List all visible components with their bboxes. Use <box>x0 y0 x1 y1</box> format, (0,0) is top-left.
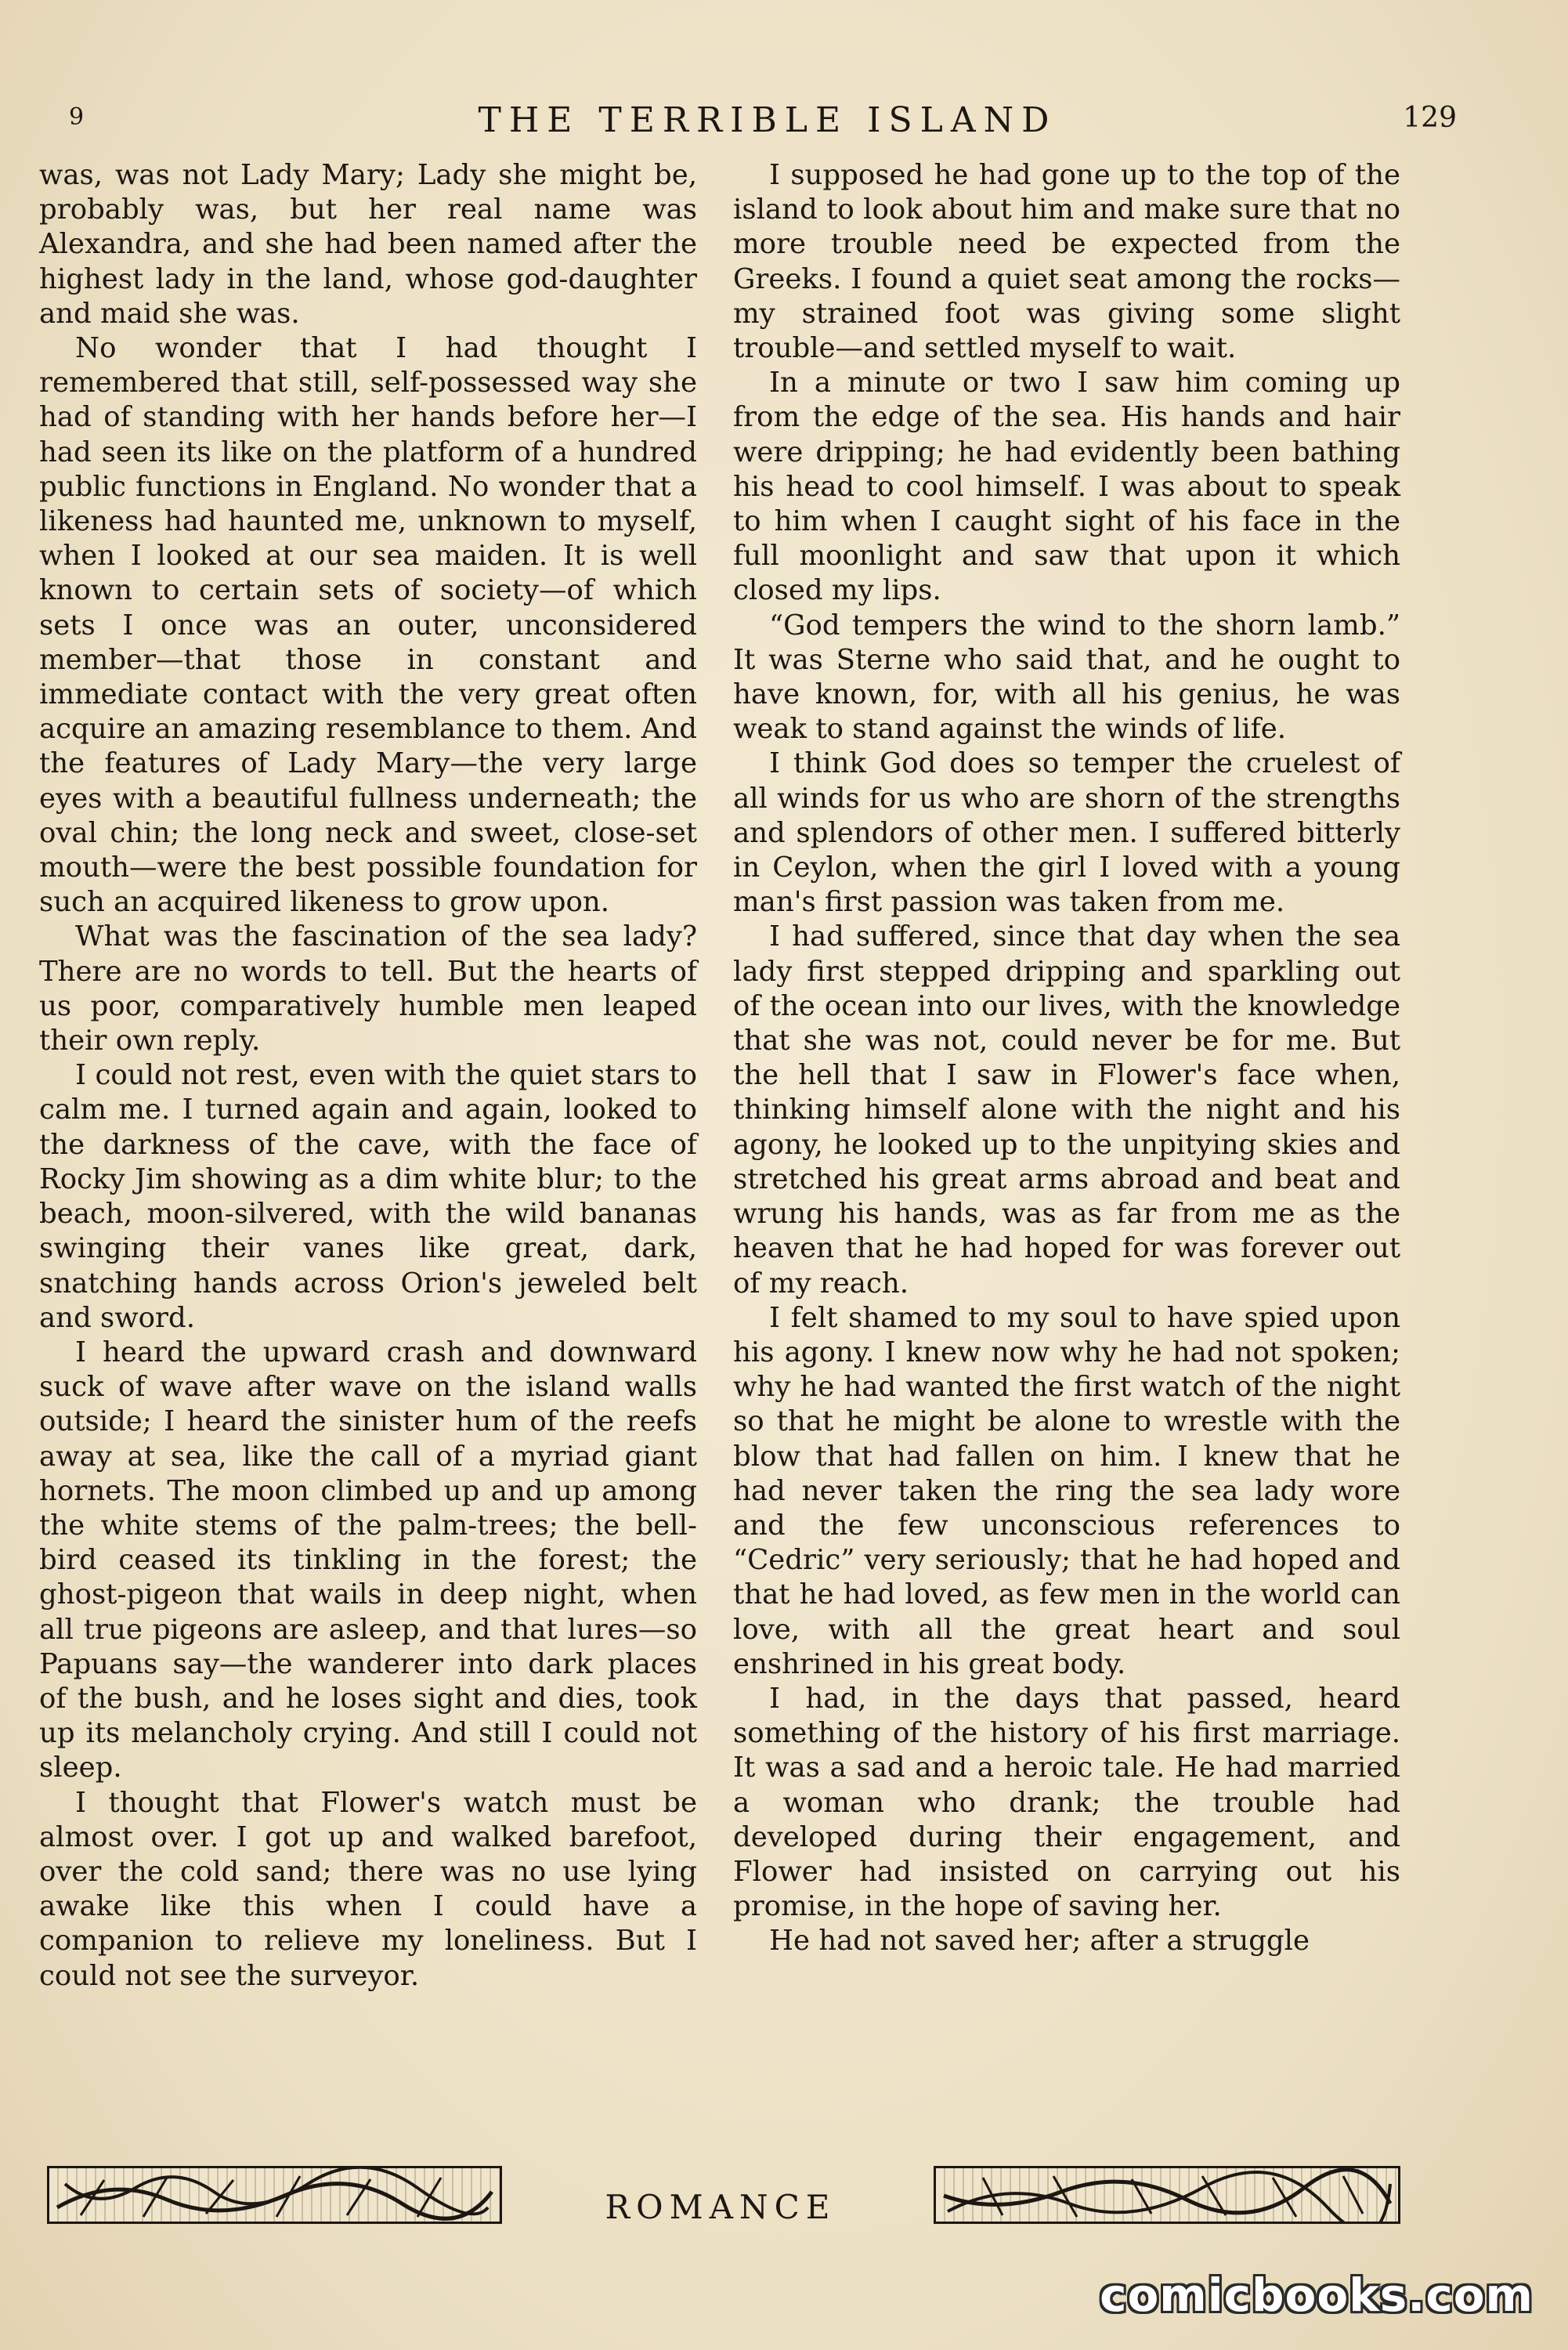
decorative-ornament-right <box>934 2166 1400 2224</box>
paragraph: I had, in the days that passed, heard something of the history of his first marriage. It was a sad and a heroic tale. He had married a woman who drank; the trouble had developed during their engagement, and Flower had insisted on carrying out his promise, in the hope of saving her. <box>733 1682 1400 1923</box>
page-footer <box>0 2166 1568 2236</box>
signature-mark: 9 <box>69 103 85 131</box>
paragraph: He had not saved her; after a struggle <box>769 1925 1310 1958</box>
paragraph: I think God does so temper the cruelest of all winds for us who are shorn of the strengths and splendors of other men. I suffered bitterly in Ceylon, when the girl I loved with a young man's first passion was taken from me. <box>733 747 1400 919</box>
paragraph: I heard the upward crash and downward suck of wave after wave on the island walls outside; I heard the sinister hum of the reefs away at sea, like the call of a myriad giant hornets. The moon climbed up and up among the white stems of the palm-trees; the bell-bird ceased its tinkling in the forest; the ghost-pigeon that wails in deep night, when all true pigeons are asleep, and that lures—so Papuans say—the wanderer into dark places of the bush, and he loses sight and dies, took up its melancholy crying. And still I could not sleep. <box>39 1336 697 1784</box>
page-number: 129 <box>1403 102 1457 134</box>
paragraph: I felt shamed to my soul to have spied upon his agony. I knew now why he had not spoken; why he had wanted the first watch of the night so that he might be alone to wrestle with the blow that had fallen on him. I knew that he had never taken the ring the sea lady wore and the few unconscious references to “Cedric” very seriously; that he had hoped and that he had loved, as few men in the world can love, with all the great heart and soul enshrined in his great body. <box>733 1301 1400 1680</box>
right-column <box>733 158 1400 1959</box>
decorative-ornament-left <box>47 2166 502 2224</box>
paragraph: I had suffered, since that day when the sea lady first stepped dripping and sparkling out of the ocean into our lives, with the knowledge that she was not, could never be for me. But the hell that I saw in Flower's face when, thinking himself alone with the night and his agony, he looked up to the unpitying skies and stretched his great arms abroad and beat and wrung his hands, was as far from me as the heaven that he had hoped for was forever out of my reach. <box>733 920 1400 1300</box>
paragraph: I could not rest, even with the quiet stars to calm me. I turned again and again, looked to the darkness of the cave, with the face of Rocky Jim showing as a dim white blur; to the beach, moon-silvered, with the wild bananas swinging their vanes like great, dark, snatching hands across Orion's jeweled belt and sword. <box>39 1059 697 1334</box>
running-title: THE TERRIBLE ISLAND <box>478 100 1057 140</box>
watermark-logo: comicbooks.com <box>1100 2269 1534 2322</box>
paragraph: I supposed he had gone up to the top of the island to look about him and make sure that no more trouble need be expected from the Greeks. I found a quiet seat among the rocks—my strained foot was giving some slight trouble—and settled myself to wait. <box>733 159 1400 365</box>
paragraph: “God tempers the wind to the shorn lamb.” It was Sterne who said that, and he ought to have known, for, with all his genius, he was weak to stand against the winds of life. <box>733 609 1400 746</box>
magazine-title: ROMANCE <box>605 2188 836 2226</box>
paragraph: was, was not Lady Mary; Lady she might be, probably was, but her real name was Alexandra, and she had been named after the highest lady in the land, whose god-daughter and maid she was. <box>39 159 697 330</box>
paragraph: No wonder that I had thought I remembered that still, self-possessed way she had of standing with her hands before her—I had seen its like on the platform of a hundred public functions in England. No wonder that a likeness had haunted me, unknown to myself, when I looked at our sea maiden. It is well known to certain sets of society—of which sets I once was an outer, unconsidered member—that those in constant and immediate contact with the very great often acquire an amazing resemblance to them. And the features of Lady Mary—the very large eyes with a beautiful fullness underneath; the oval chin; the long neck and sweet, close-set mouth—were the best possible foundation for such an acquired likeness to grow upon. <box>39 332 697 919</box>
page-header <box>47 100 1488 147</box>
paragraph: What was the fascination of the sea lady? There are no words to tell. But the hearts of us poor, comparatively humble men leaped their own reply. <box>39 920 697 1058</box>
paragraph: In a minute or two I saw him coming up from the edge of the sea. His hands and hair were dripping; he had evidently been bathing his head to cool himself. I was about to speak to him when I caught sight of his face in the full moonlight and saw that upon it which closed my lips. <box>733 367 1400 607</box>
left-column <box>39 158 697 1994</box>
paragraph: I thought that Flower's watch must be almost over. I got up and walked barefoot, over the cold sand; there was no use lying awake like this when I could have a companion to relieve my loneliness. But I could not see the surveyor. <box>39 1786 697 1992</box>
